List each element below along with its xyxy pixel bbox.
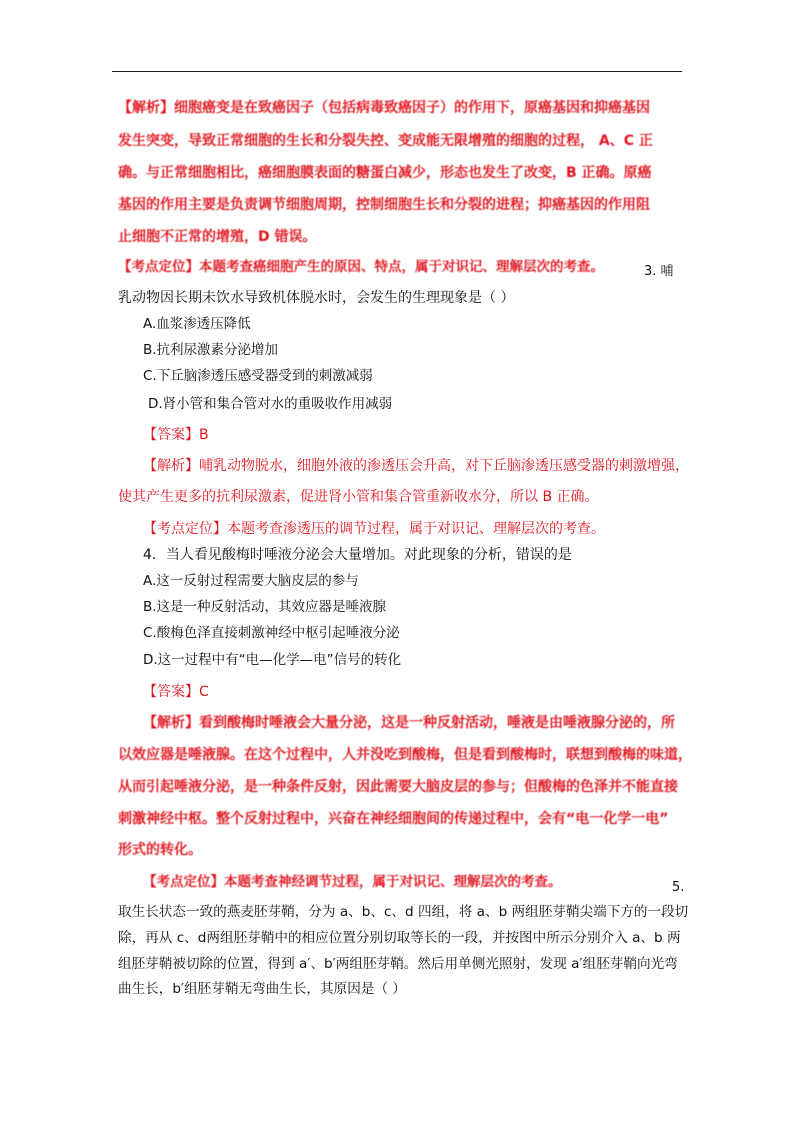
- q5-number: 5.: [672, 880, 685, 895]
- q2-analysis-line: 发生突变，导致正常细胞的生长和分裂失控、变成能无限增殖的细胞的过程， A、C 正: [118, 133, 653, 149]
- q4-option-c: C.酸梅色泽直接刺激神经中枢引起唾液分泌: [143, 625, 400, 641]
- q5-line: 除，再从 c、d两组胚芽鞘中的相应位置分别切取等长的一段，并按图中所示分别介入 a、b 两: [118, 930, 681, 946]
- q3-option-c: C.下丘脑渗透压感受器受到的刺激减弱: [143, 368, 373, 384]
- q4-analysis-line: 以效应器是唾液腺。在这个过程中，人并没吃到酸梅，但是看到酸梅时，联想到酸梅的味道，: [118, 747, 692, 763]
- q3-answer: 【答案】B: [143, 427, 209, 443]
- header-rule: [112, 71, 682, 72]
- q4-analysis-line: 从而引起唾液分泌，是一种条件反射，因此需要大脑皮层的参与；但酸梅的色泽并不能直接: [118, 779, 678, 795]
- q3-option-a: A.血浆渗透压降低: [143, 316, 251, 332]
- q4-analysis-line: 刺激神经中枢。整个反射过程中，兴奋在神经细胞间的传递过程中，会有“电一化学一电”: [118, 811, 669, 827]
- q2-analysis-line: 确。与正常细胞相比，癌细胞膜表面的糖蛋白减少，形态也发生了改变，B 正确。原癌: [118, 165, 652, 181]
- q5-line: 组胚芽鞘被切除的位置，得到 a′、b′两组胚芽鞘。然后用单侧光照射，发现 a′组胚芽鞘向光弯: [118, 956, 678, 972]
- q4-stem: 4．当人看见酸梅时唾液分泌会大量增加。对此现象的分析，错误的是: [143, 547, 572, 563]
- q5-line: 取生长状态一致的燕麦胚芽鞘，分为 a、b、c、d 四组，将 a、b 两组胚芽鞘尖端下方的一段切: [118, 904, 689, 920]
- q3-analysis-line: 【解析】哺乳动物脱水，细胞外液的渗透压会升高，对下丘脑渗透压感受器的刺激增强，: [143, 458, 689, 474]
- q2-analysis-line: 基因的作用主要是负责调节细胞周期，控制细胞生长和分裂的进程；抑癌基因的作用阻: [118, 197, 650, 213]
- q4-point: 【考点定位】本题考查神经调节过程，属于对识记、理解层次的考查。: [143, 874, 562, 890]
- q4-analysis-line: 【解析】看到酸梅时唾液会大量分泌，这是一种反射活动，唾液是由唾液腺分泌的，所: [143, 715, 675, 731]
- q4-option-a: A.这一反射过程需要大脑皮层的参与: [143, 573, 359, 589]
- q2-analysis-line: 止细胞不正常的增殖，D 错误。: [118, 229, 317, 245]
- q3-point: 【考点定位】本题考查渗透压的调节过程，属于对识记、理解层次的考查。: [143, 521, 605, 537]
- q4-option-d: D.这一过程中有“电—化学—电”信号的转化: [143, 652, 402, 668]
- q4-analysis-line: 形式的转化。: [118, 842, 202, 858]
- q3-option-b: B.抗利尿激素分泌增加: [143, 342, 279, 358]
- q3-stem: 乳动物因长期未饮水导致机体脱水时，会发生的生理现象是（ ）: [118, 290, 515, 306]
- q2-analysis-line: 【解析】细胞癌变是在致癌因子（包括病毒致癌因子）的作用下，原癌基因和抑癌基因: [118, 100, 650, 116]
- q3-option-d: D.肾小管和集合管对水的重吸收作用减弱: [148, 396, 393, 412]
- q3-analysis-line: 使其产生更多的抗利尿激素，促进肾小管和集合管重新收水分，所以 B 正确。: [118, 489, 599, 505]
- q3-number: 3. 哺: [644, 264, 674, 279]
- q5-line: 曲生长，b′组胚芽鞘无弯曲生长，其原因是（ ）: [118, 981, 406, 997]
- q2-point: 【考点定位】本题考查癌细胞产生的原因、特点，属于对识记、理解层次的考查。: [118, 259, 604, 275]
- q4-answer: 【答案】C: [143, 684, 209, 700]
- q4-option-b: B.这是一种反射活动，其效应器是唾液腺: [143, 599, 387, 615]
